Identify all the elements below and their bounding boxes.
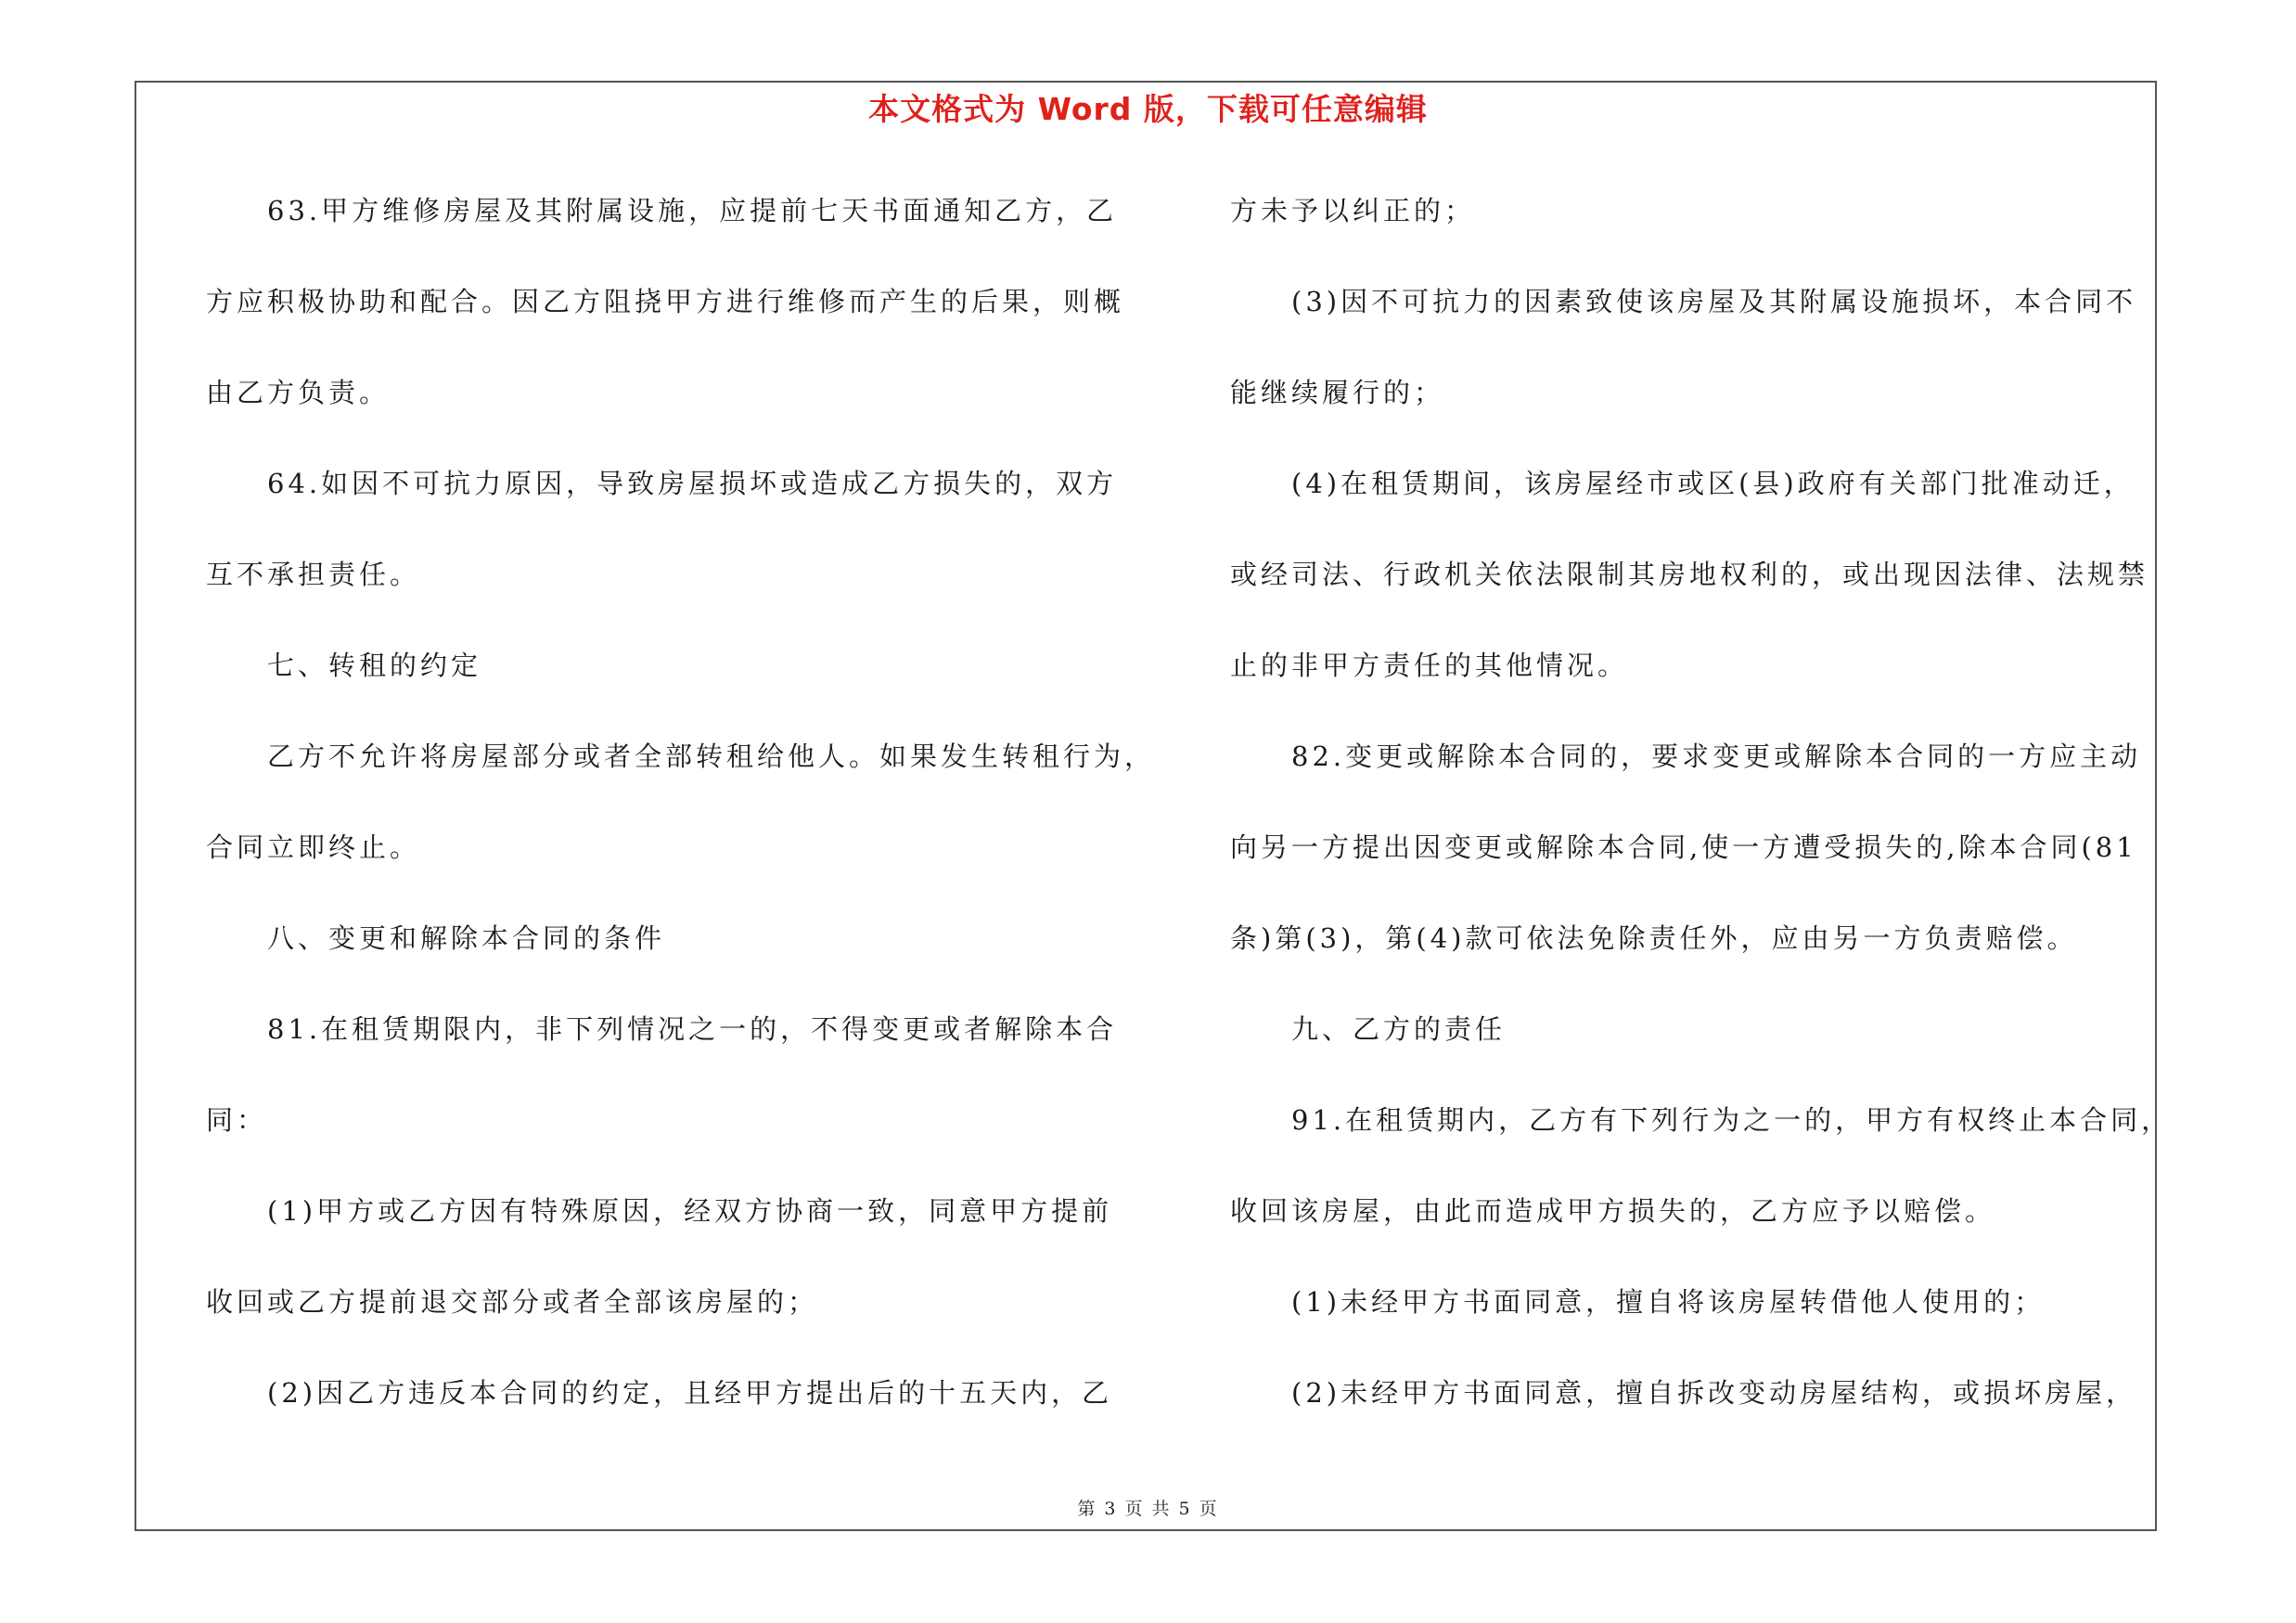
- text-line: 方未予以纠正的；: [1230, 195, 1476, 226]
- text-line: 乙方不允许将房屋部分或者全部转租给他人。如果发生转租行为，: [267, 741, 1156, 772]
- text-line: (3)因不可抗力的因素致使该房屋及其附属设施损坏，本合同不: [1291, 286, 2137, 317]
- left-column: [206, 183, 1156, 1456]
- text-line: 止的非甲方责任的其他情况。: [1230, 650, 1629, 681]
- text-line: 或经司法、行政机关依法限制其房地权利的，或出现因法律、法规禁: [1230, 559, 2149, 590]
- text-line: 91.在租赁期内，乙方有下列行为之一的，甲方有权终止本合同，: [1291, 1104, 2173, 1136]
- text-line: (2)因乙方违反本合同的约定，且经甲方提出后的十五天内，乙: [267, 1377, 1113, 1409]
- text-line: 互不承担责任。: [206, 559, 421, 590]
- text-line: 方应积极协助和配合。因乙方阻挠甲方进行维修而产生的后果，则概: [206, 286, 1125, 317]
- text-line: 向另一方提出因变更或解除本合同,使一方遭受损失的,除本合同(81: [1230, 831, 2137, 863]
- text-line: 63.甲方维修房屋及其附属设施，应提前七天书面通知乙方，乙: [267, 195, 1118, 226]
- text-line: 82.变更或解除本合同的，要求变更或解除本合同的一方应主动: [1291, 741, 2142, 772]
- text-line: 合同立即终止。: [206, 831, 421, 863]
- text-line: (2)未经甲方书面同意，擅自拆改变动房屋结构，或损坏房屋，: [1291, 1377, 2137, 1409]
- text-line: (1)甲方或乙方因有特殊原因，经双方协商一致，同意甲方提前: [267, 1195, 1113, 1227]
- text-line: 九、乙方的责任: [1291, 1013, 1507, 1045]
- text-line: (1)未经甲方书面同意，擅自将该房屋转借他人使用的；: [1291, 1286, 2046, 1318]
- text-line: 81.在租赁期限内，非下列情况之一的，不得变更或者解除本合: [267, 1013, 1118, 1045]
- text-line: 条)第(3)，第(4)款可依法免除责任外，应由另一方负责赔偿。: [1230, 922, 2078, 954]
- text-line: 七、转租的约定: [267, 650, 482, 681]
- text-line: 由乙方负责。: [206, 377, 391, 408]
- text-line: 收回该房屋，由此而造成甲方损失的，乙方应予以赔偿。: [1230, 1195, 1996, 1227]
- text-line: 64.如因不可抗力原因，导致房屋损坏或造成乙方损失的，双方: [267, 468, 1118, 499]
- text-line: 收回或乙方提前退交部分或者全部该房屋的；: [206, 1286, 819, 1318]
- page-number: 第 3 页 共 5 页: [1077, 1499, 1219, 1519]
- text-line: 八、变更和解除本合同的条件: [267, 922, 666, 954]
- text-line: 能继续履行的；: [1230, 377, 1445, 408]
- right-column: [1230, 183, 2173, 1456]
- text-line: 同：: [206, 1104, 268, 1136]
- edit-notice-banner: 本文格式为 Word 版，下载可任意编辑: [868, 91, 1428, 127]
- text-line: (4)在租赁期间，该房屋经市或区(县)政府有关部门批准动迁，: [1291, 468, 2135, 499]
